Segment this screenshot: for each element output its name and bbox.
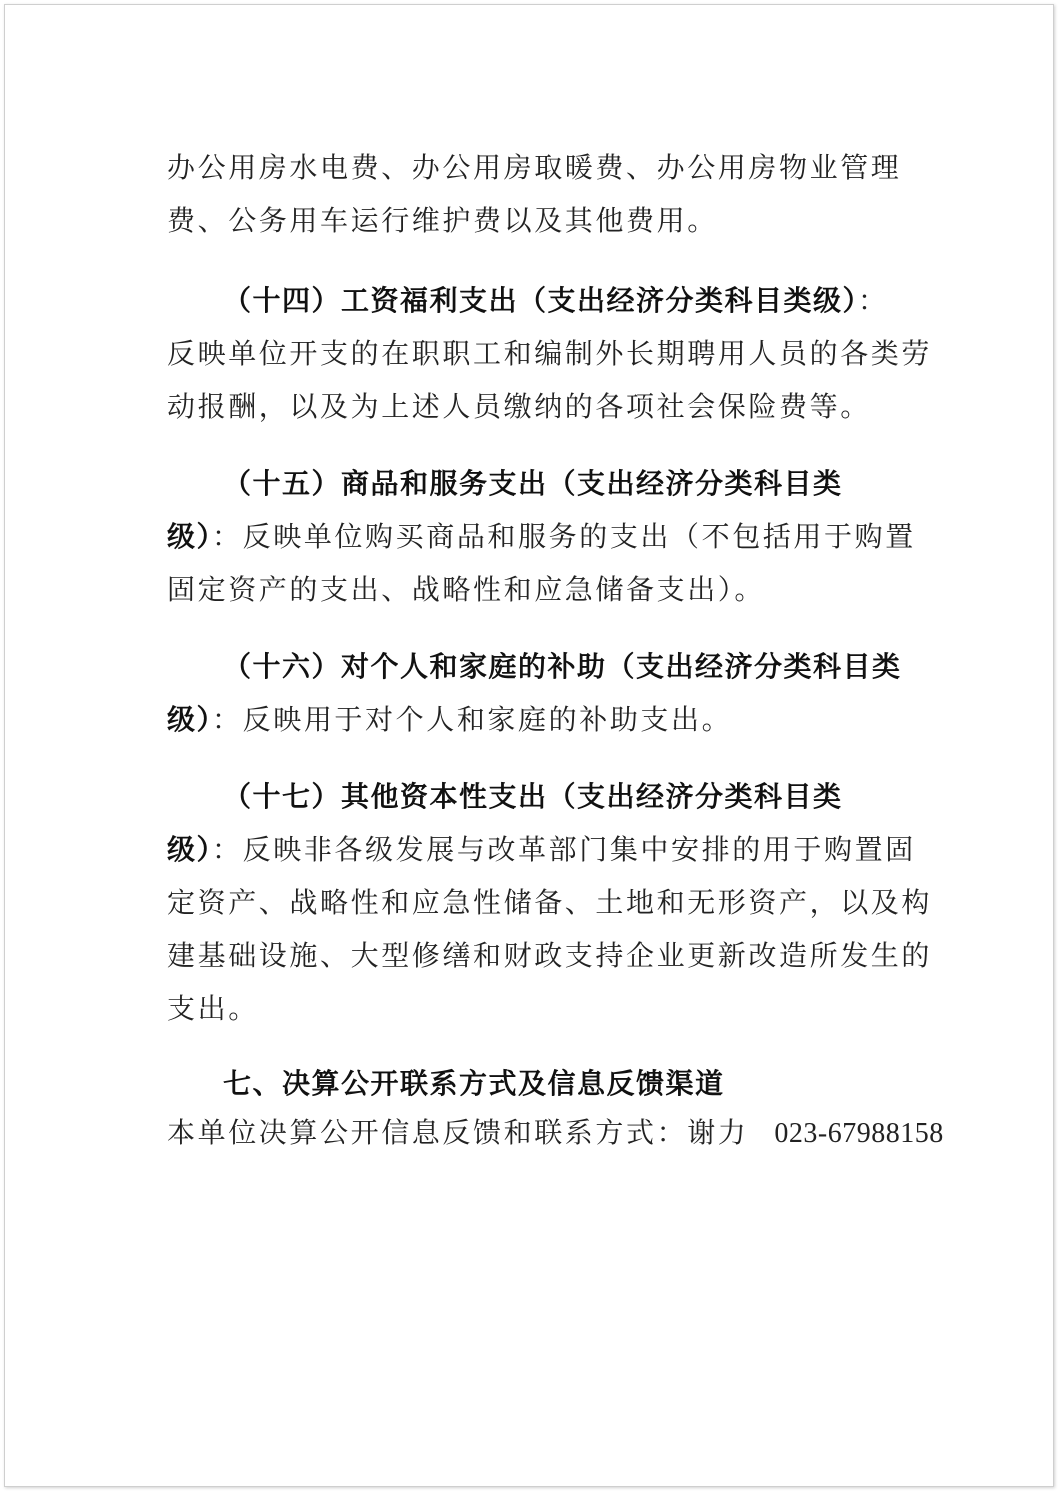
heading-text: 级） xyxy=(167,703,213,736)
heading-text: 级） xyxy=(167,833,213,866)
text-line: 办公用房水电费、办公用房取暖费、办公用房物业管理 xyxy=(167,151,902,184)
text-line xyxy=(167,519,916,555)
heading-text: 级） xyxy=(167,520,213,553)
contact-phone: 023-67988158 xyxy=(774,1118,944,1149)
text-line xyxy=(167,832,916,868)
text-line xyxy=(167,702,732,738)
text-line: 动报酬，以及为上述人员缴纳的各项社会保险费等。 xyxy=(167,390,871,423)
document-page xyxy=(4,4,1054,1487)
section-heading-17: （十七）其他资本性支出（支出经济分类科目类 xyxy=(223,780,843,813)
contact-line xyxy=(167,1115,944,1151)
section-heading-15: （十五）商品和服务支出（支出经济分类科目类 xyxy=(223,467,843,500)
text-line: 固定资产的支出、战略性和应急储备支出）。 xyxy=(167,573,766,606)
text-line: 支出。 xyxy=(167,992,259,1025)
body-text: ：反映用于对个人和家庭的补助支出。 xyxy=(212,703,733,736)
text-line: 反映单位开支的在职职工和编制外长期聘用人员的各类劳 xyxy=(167,337,933,370)
section-heading-16: （十六）对个人和家庭的补助（支出经济分类科目类 xyxy=(223,650,902,683)
heading-text: （十四）工资福利支出（支出经济分类科目类级） xyxy=(223,284,859,317)
body-text: ：反映单位购买商品和服务的支出（不包括用于购置 xyxy=(212,520,916,553)
section-heading-7: 七、决算公开联系方式及信息反馈渠道 xyxy=(223,1067,725,1100)
text-line: 费、公务用车运行维护费以及其他费用。 xyxy=(167,204,718,237)
text-line: 建基础设施、大型修缮和财政支持企业更新改造所发生的 xyxy=(167,939,933,972)
heading-colon: ： xyxy=(858,284,889,317)
contact-label: 本单位决算公开信息反馈和联系方式：谢力 xyxy=(167,1116,749,1149)
text-line: 定资产、战略性和应急性储备、土地和无形资产，以及构 xyxy=(167,886,933,919)
section-heading-14 xyxy=(223,283,889,319)
body-text: ：反映非各级发展与改革部门集中安排的用于购置固 xyxy=(212,833,916,866)
